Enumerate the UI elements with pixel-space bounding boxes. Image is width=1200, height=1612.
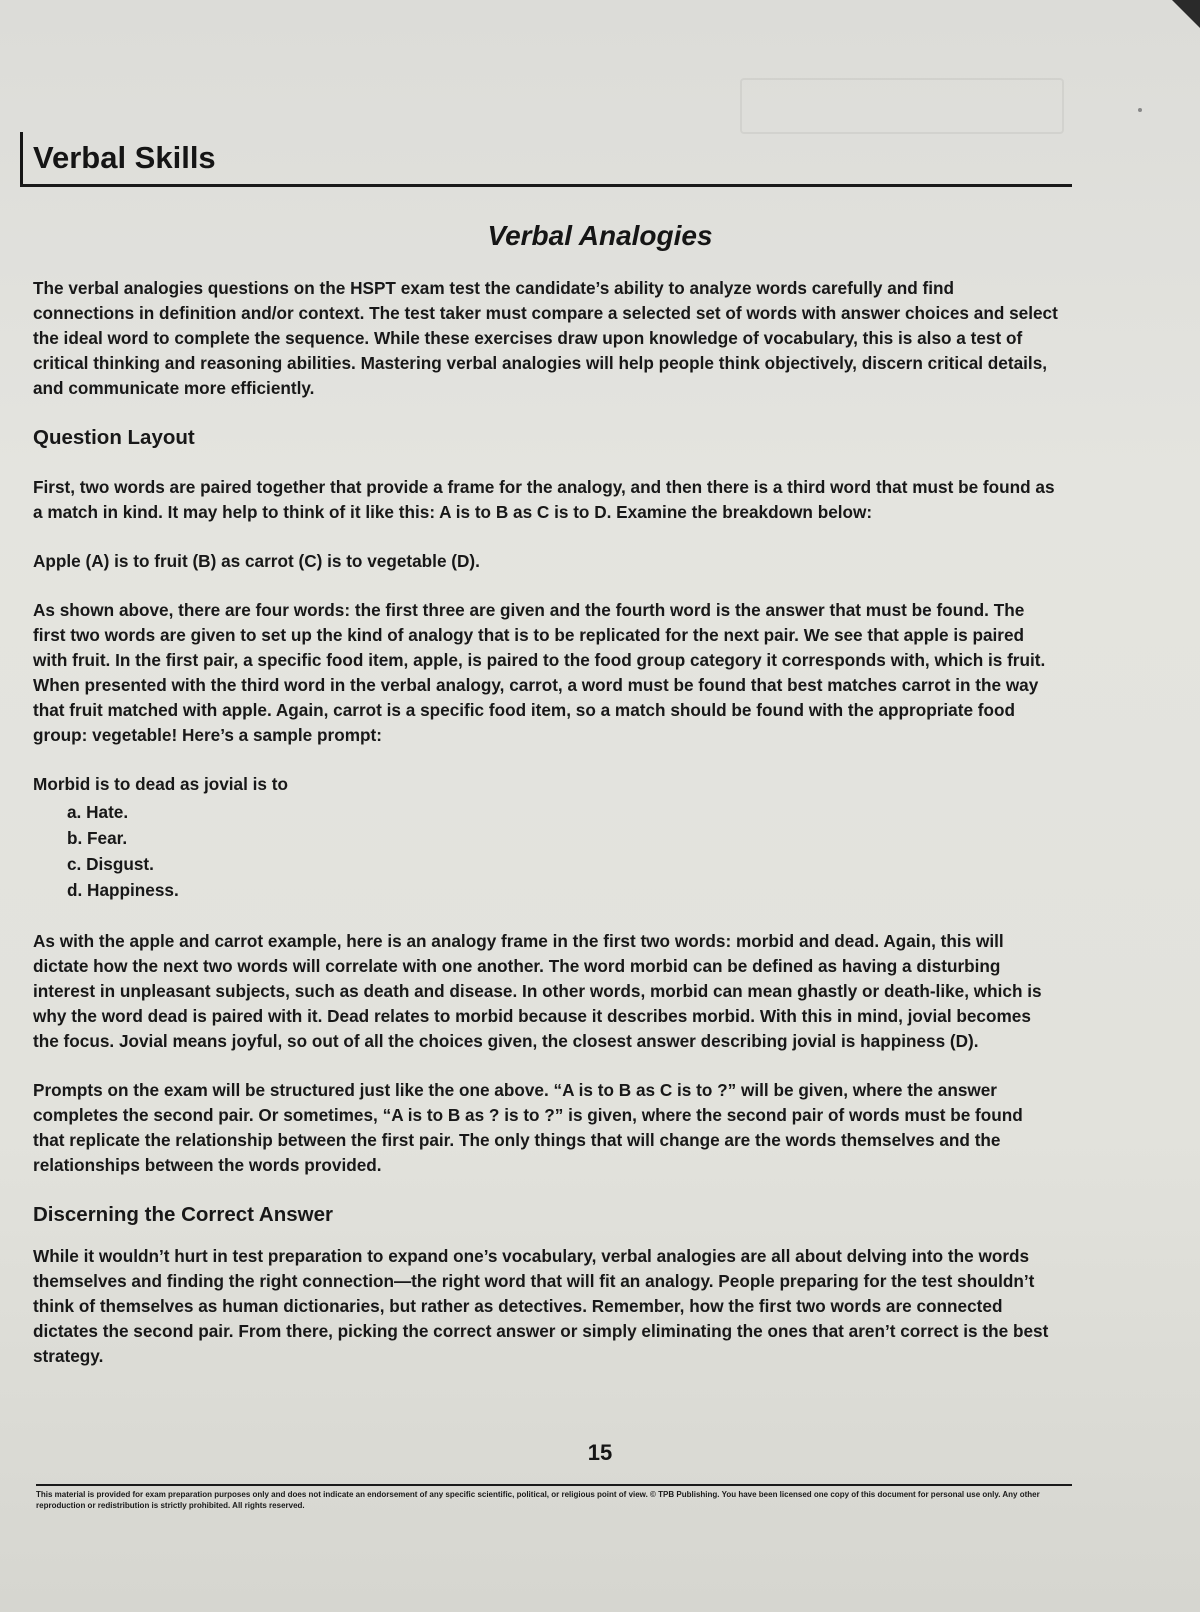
section-header <box>20 132 1072 187</box>
answer-choice: b. Fear. <box>67 828 128 848</box>
question-layout-paragraph-4: Prompts on the exam will be structured just like the one above. “A is to B as C is to ?” will be given, where the answer completes the second pair. Or sometimes, “A is to B as ? is to ?” is given, where the second pair of words must be found that replicate the relationship between the first pair. The only things that will change are the words themselves and the relationships between the words provided. <box>33 1080 1023 1175</box>
discerning-heading: Discerning the Correct Answer <box>33 1203 333 1226</box>
question-layout-heading: Question Layout <box>33 426 195 449</box>
copyright-footer: This material is provided for exam preparation purposes only and does not indicate an endorsement of any specific scientific, political, or religious point of view. © TPB Publishing. You have been licensed one copy of this document for personal use only. Any other reproduction or redistribution is strictly prohibited. All rights reserved. <box>36 1490 1040 1510</box>
sample-prompt: Morbid is to dead as jovial is to <box>33 774 288 794</box>
answer-choices <box>33 799 1058 903</box>
analogy-example: Apple (A) is to fruit (B) as carrot (C) is to vegetable (D). <box>33 551 480 571</box>
answer-choice: a. Hate. <box>67 802 129 822</box>
answer-choice: d. Happiness. <box>67 880 179 900</box>
page-content <box>33 276 1058 1393</box>
section-title-rule <box>20 184 1072 187</box>
discerning-paragraph: While it wouldn’t hurt in test preparation to expand one’s vocabulary, verbal analogies are all about delving into the words themselves and finding the right connection—the right word that will fit an analogy. People preparing for the test shouldn’t think of themselves as human dictionaries, but rather as detectives. Remember, how the first two words are connected dictates the second pair. From there, picking the correct answer or simply eliminating the ones that aren’t correct is the best strategy. <box>33 1246 1049 1366</box>
paper-speck <box>1138 108 1142 112</box>
question-layout-paragraph-3: As with the apple and carrot example, here is an analogy frame in the first two words: morbid and dead. Again, this will dictate how the next two words will correlate with one another. The word morbid can be defined as having a disturbing interest in unpleasant subjects, such as death and disease. In other words, morbid can mean ghastly or death-like, which is why the word dead is paired with it. Dead relates to morbid because it describes morbid. With this in mind, jovial becomes the focus. Jovial means joyful, so out of all the choices given, the closest answer describing jovial is happiness (D). <box>33 931 1042 1051</box>
answer-choice: c. Disgust. <box>67 854 154 874</box>
bleed-through-shadow <box>740 78 1064 134</box>
page-number: 15 <box>587 1440 613 1465</box>
section-title: Verbal Skills <box>20 132 1072 184</box>
page-corner <box>1130 0 1200 28</box>
footer-rule <box>36 1484 1072 1486</box>
intro-paragraph: The verbal analogies questions on the HSPT exam test the candidate’s ability to analyze words carefully and find connections in definition and/or context. The test taker must compare a selected set of words with answer choices and select the ideal word to complete the sequence. While these exercises draw upon knowledge of vocabulary, this is also a test of critical thinking and reasoning abilities. Mastering verbal analogies will help people think objectively, discern critical details, and communicate more efficiently. <box>33 278 1058 398</box>
page-heading: Verbal Analogies <box>487 220 713 251</box>
question-layout-paragraph-2: As shown above, there are four words: the first three are given and the fourth word is the answer that must be found. The first two words are given to set up the kind of analogy that is to be replicated for the next pair. We see that apple is paired with fruit. In the first pair, a specific food item, apple, is paired to the food group category it corresponds with, which is fruit. When presented with the third word in the verbal analogy, carrot, a word must be found that best matches carrot in the way that fruit matched with apple. Again, carrot is a specific food item, so a match should be found with the appropriate food group: vegetable! Here’s a sample prompt: <box>33 600 1046 745</box>
question-layout-paragraph-1: First, two words are paired together that provide a frame for the analogy, and then there is a third word that must be found as a match in kind. It may help to think of it like this: A is to B as C is to D. Examine the breakdown below: <box>33 477 1055 522</box>
